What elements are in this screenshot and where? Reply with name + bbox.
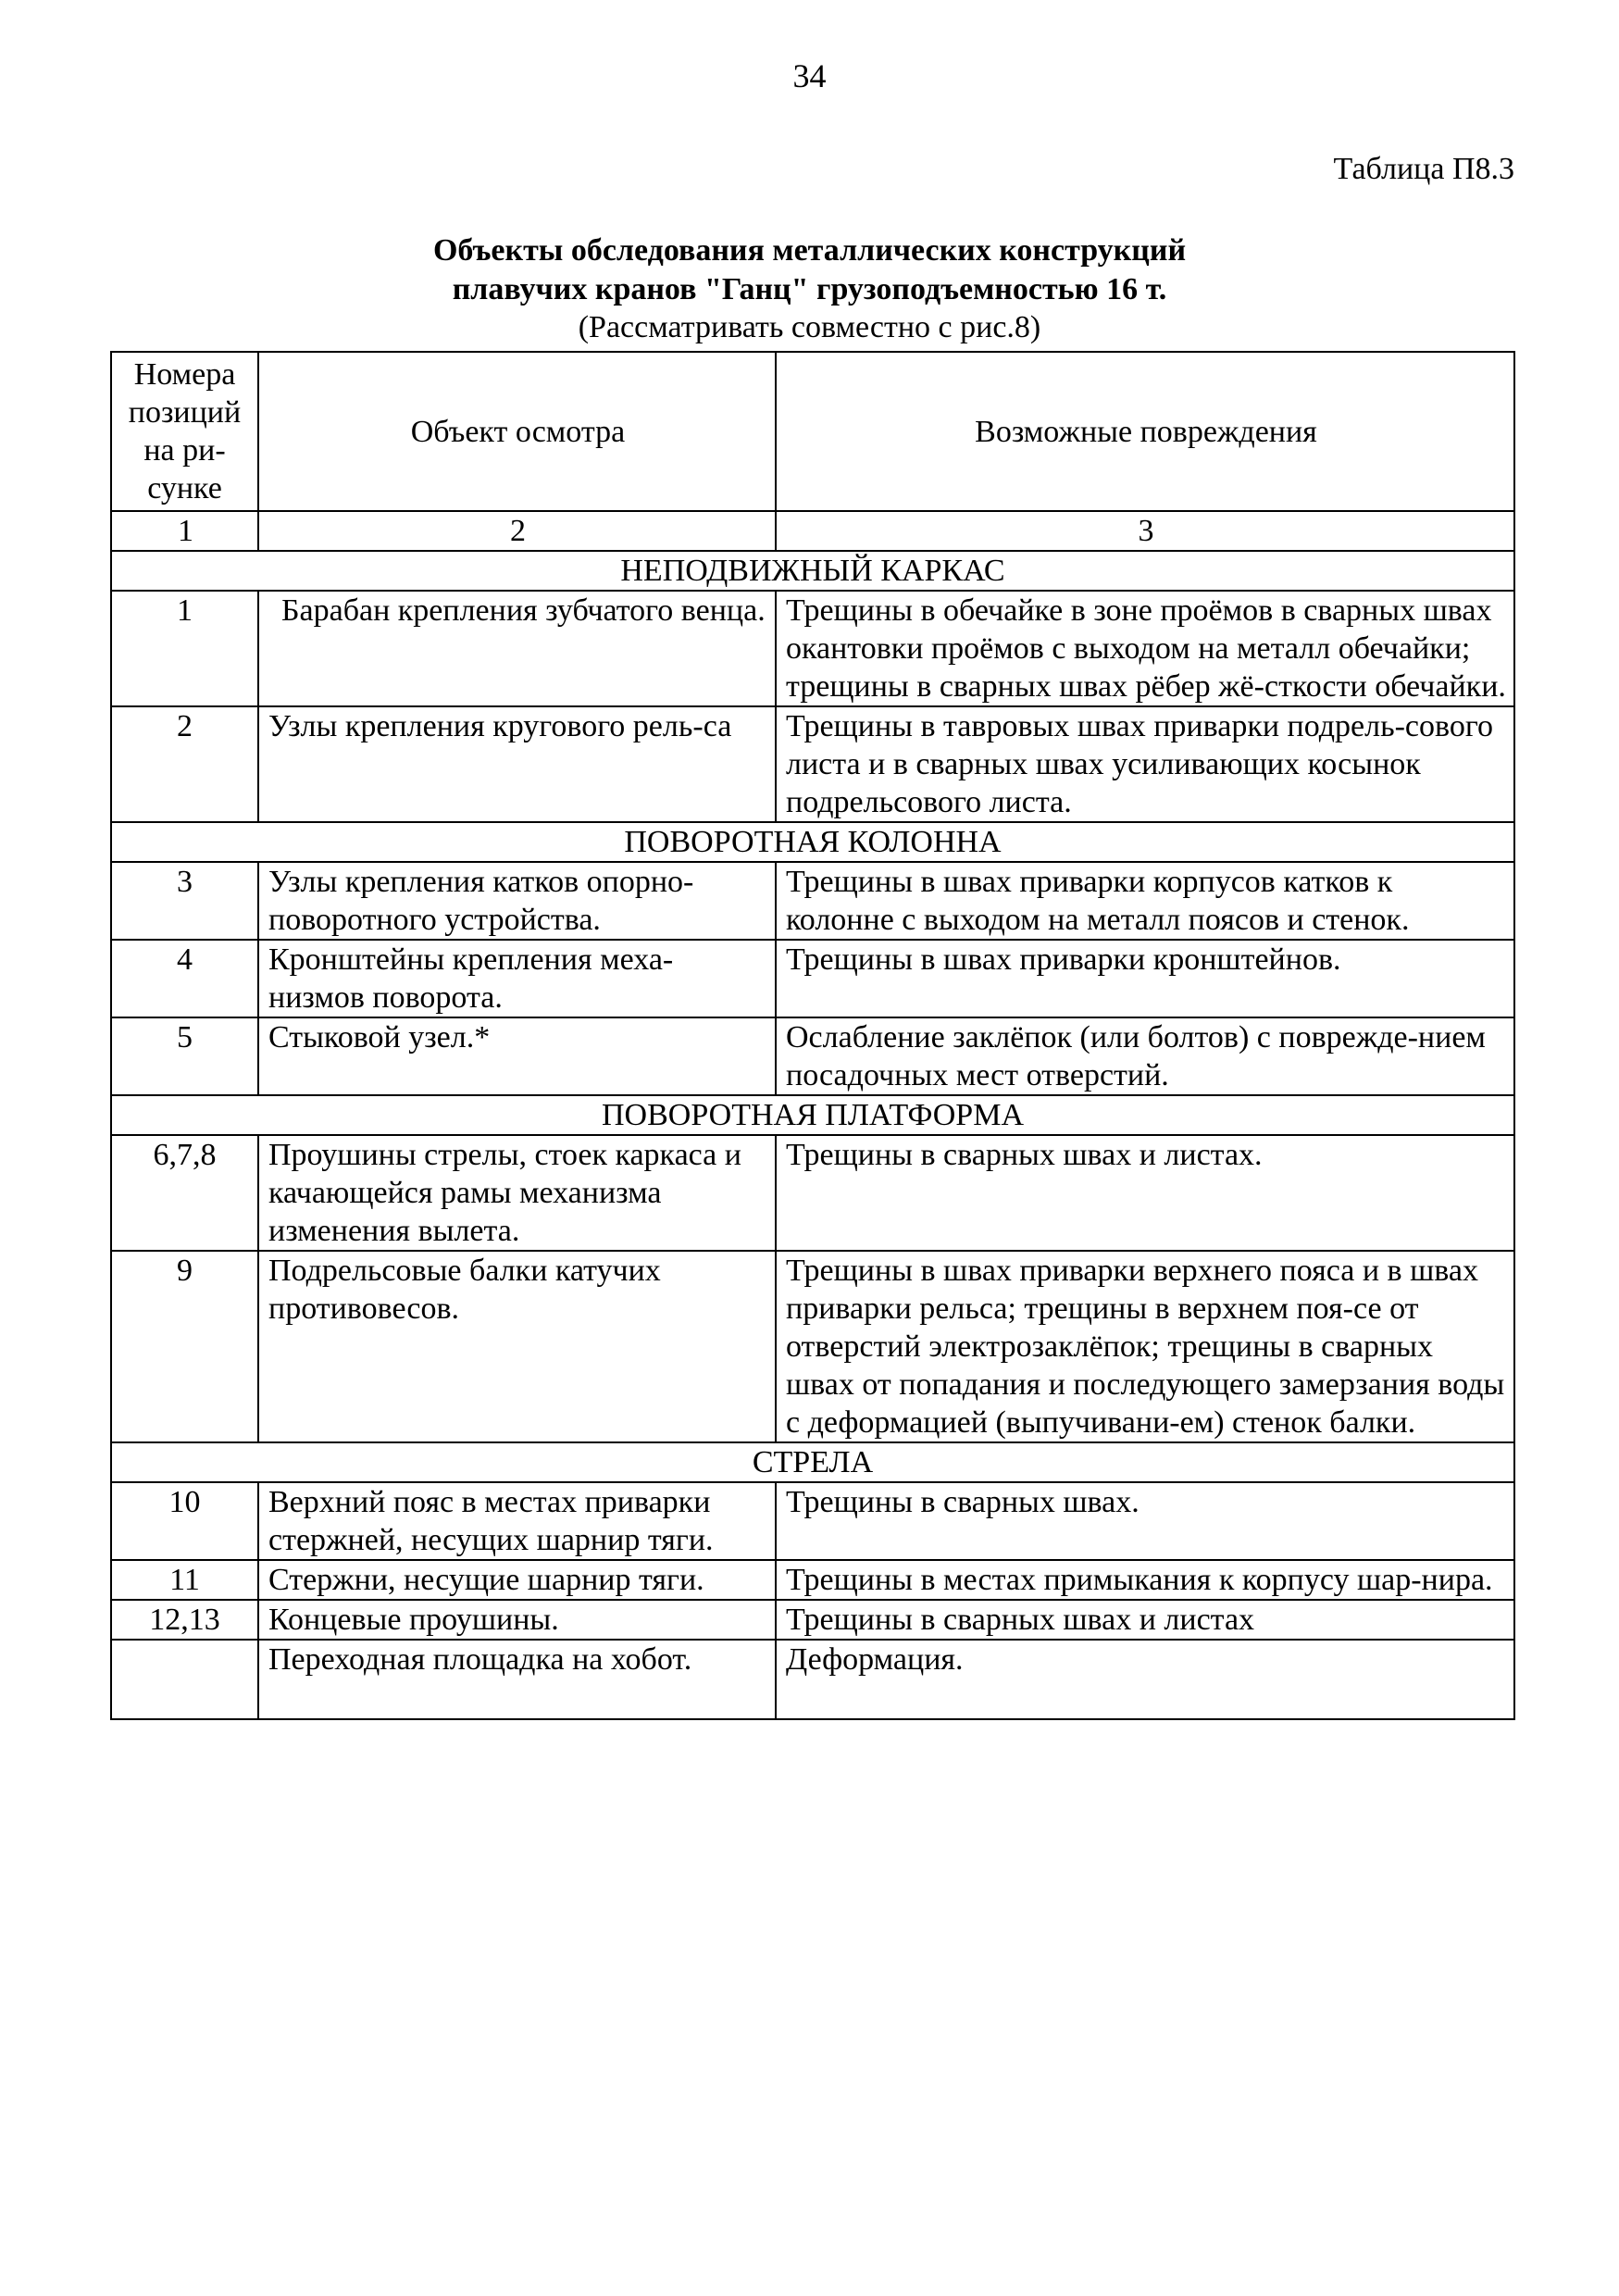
damage-cell: Трещины в швах приварки верхнего пояса и в швах приварки рельса; трещины в верхнем поя-се от отверстий электрозаклёпок; трещины в сварных швах от попадания и последующего замерзания воды с деформацией (выпучивани-ем) стенок балки. — [776, 1251, 1514, 1442]
damage-cell: Трещины в швах приварки кронштейнов. — [776, 940, 1514, 1017]
object-cell: Стыковой узел.* — [258, 1017, 776, 1095]
position-cell: 4 — [111, 940, 258, 1017]
header-object: Объект осмотра — [258, 352, 776, 511]
position-cell: 12,13 — [111, 1600, 258, 1640]
damage-cell: Трещины в сварных швах и листах — [776, 1600, 1514, 1640]
table-row — [111, 706, 1514, 822]
section-title: СТРЕЛА — [111, 1442, 1514, 1482]
table-row — [111, 1482, 1514, 1560]
position-cell — [111, 1640, 258, 1719]
object-cell: Узлы крепления кругового рель-са — [258, 706, 776, 822]
section-title: НЕПОДВИЖНЫЙ КАРКАС — [111, 551, 1514, 591]
object-cell: Переходная площадка на хобот. — [258, 1640, 776, 1719]
object-cell: Подрельсовые балки катучих противовесов. — [258, 1251, 776, 1442]
section-row — [111, 551, 1514, 591]
object-cell: Проушины стрелы, стоек каркаса и качающейся рамы механизма изменения вылета. — [258, 1135, 776, 1251]
table-row — [111, 1640, 1514, 1719]
header-damage: Возможные повреждения — [776, 352, 1514, 511]
section-row — [111, 1442, 1514, 1482]
table-row — [111, 862, 1514, 940]
table-title-line-1: Объекты обследования металлических конструкций — [432, 233, 1187, 268]
damage-cell: Трещины в швах приварки корпусов катков к колонне с выходом на металл поясов и стенок. — [776, 862, 1514, 940]
position-cell: 2 — [111, 706, 258, 822]
object-cell: Стержни, несущие шарнир тяги. — [258, 1560, 776, 1600]
column-number-row — [111, 511, 1514, 551]
damage-cell: Трещины в сварных швах. — [776, 1482, 1514, 1560]
table-row — [111, 1251, 1514, 1442]
position-cell: 10 — [111, 1482, 258, 1560]
damage-cell: Деформация. — [776, 1640, 1514, 1719]
column-number: 1 — [111, 511, 258, 551]
position-cell: 6,7,8 — [111, 1135, 258, 1251]
damage-cell: Трещины в местах примыкания к корпусу шар-нира. — [776, 1560, 1514, 1600]
section-row — [111, 1095, 1514, 1135]
object-cell: Кронштейны крепления меха-низмов поворота. — [258, 940, 776, 1017]
object-cell — [258, 591, 776, 706]
table-row — [111, 591, 1514, 706]
table-title-note: (Рассматривать совместно с рис.8) — [578, 310, 1041, 344]
damage-cell: Трещины в сварных швах и листах. — [776, 1135, 1514, 1251]
damage-cell: Трещины в тавровых швах приварки подрель-сового листа и в сварных швах усиливающих косынок подрельсового листа. — [776, 706, 1514, 822]
object-cell: Верхний пояс в местах приварки стержней, несущих шарнир тяги. — [258, 1482, 776, 1560]
table-label: Таблица П8.3 — [1333, 152, 1514, 186]
section-row — [111, 822, 1514, 862]
object-cell: Узлы крепления катков опорно-поворотного устройства. — [258, 862, 776, 940]
table-row — [111, 1017, 1514, 1095]
column-number: 2 — [258, 511, 776, 551]
column-number: 3 — [776, 511, 1514, 551]
section-title: ПОВОРОТНАЯ ПЛАТФОРМА — [111, 1095, 1514, 1135]
table-row — [111, 1135, 1514, 1251]
section-title: ПОВОРОТНАЯ КОЛОННА — [111, 822, 1514, 862]
header-positions: Номера позиций на ри-сунке — [111, 352, 258, 511]
table-caption — [0, 231, 1619, 346]
table-row — [111, 1600, 1514, 1640]
object-cell: Концевые проушины. — [258, 1600, 776, 1640]
position-cell: 9 — [111, 1251, 258, 1442]
table-header-row — [111, 352, 1514, 511]
table-row — [111, 1560, 1514, 1600]
position-cell: 11 — [111, 1560, 258, 1600]
damage-cell: Ослабление заклёпок (или болтов) с поврежде-нием посадочных мест отверстий. — [776, 1017, 1514, 1095]
position-cell: 1 — [111, 591, 258, 706]
damage-cell: Трещины в обечайке в зоне проёмов в сварных швах окантовки проёмов с выходом на металл обечайки; трещины в сварных швах рёбер жё-сткости обечайки. — [776, 591, 1514, 706]
page-number: 34 — [792, 57, 827, 94]
table-row — [111, 940, 1514, 1017]
table-title-line-2: плавучих кранов "Ганц" грузоподъемностью 16 т. — [452, 272, 1167, 306]
inspection-table — [110, 351, 1515, 1720]
position-cell: 5 — [111, 1017, 258, 1095]
object-text: Барабан крепления зубчатого венца. — [281, 593, 766, 628]
position-cell: 3 — [111, 862, 258, 940]
